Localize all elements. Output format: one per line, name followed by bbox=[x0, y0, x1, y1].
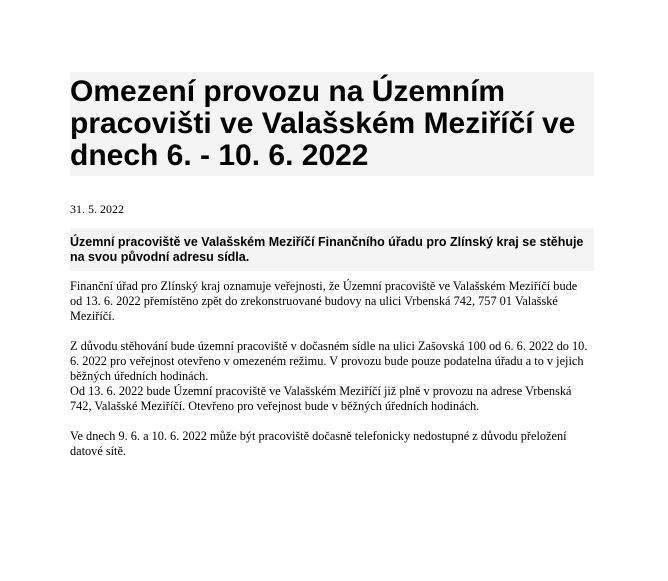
paragraph-text: Ve dnech 9. 6. a 10. 6. 2022 může být pracoviště dočasně telefonicky nedostupné z důvodu přeložení datové sítě. bbox=[70, 429, 567, 458]
article bbox=[70, 72, 594, 474]
title-block bbox=[70, 72, 594, 176]
paragraph-text: Od 13. 6. 2022 bude Územní pracoviště ve Valašském Meziříčí již plně v provozu na adrese Vrbenská 742, Valašské Meziříčí. Otevřeno pro veřejnost bude v běžných úředních hodinách. bbox=[70, 384, 572, 413]
subtitle-block bbox=[70, 228, 594, 271]
article-lead: Územní pracoviště ve Valašském Meziříčí Finančního úřadu pro Zlínský kraj se stěhuje na svou původní adresu sídla. bbox=[70, 235, 584, 264]
paragraph-phone-outage bbox=[70, 429, 592, 459]
paragraph-text: Z důvodu stěhování bude územní pracoviště v dočasném sídle na ulici Zašovská 100 od 6. 6. 2022 do 10. 6. 2022 pro veřejnost otevřeno v omezeném režimu. V provozu bude pouze podatelna úřadu a to v jejich běžných úředních hodinách. bbox=[70, 339, 588, 383]
paragraph-relocation bbox=[70, 279, 592, 324]
publish-date: 31. 5. 2022 bbox=[70, 202, 124, 216]
page-title: Omezení provozu na Územním pracovišti ve Valašském Meziříčí ve dnech 6. - 10. 6. 2022 bbox=[70, 75, 576, 172]
paragraph-limited-operation bbox=[70, 339, 592, 414]
paragraph-text: Finanční úřad pro Zlínský kraj oznamuje veřejnosti, že Územní pracoviště ve Valašském Meziříčí bude od 13. 6. 2022 přemístěno zpět do zrekonstruované budovy na ulici Vrbenská 742, 757 01 Valašské Meziříčí. bbox=[70, 279, 578, 323]
